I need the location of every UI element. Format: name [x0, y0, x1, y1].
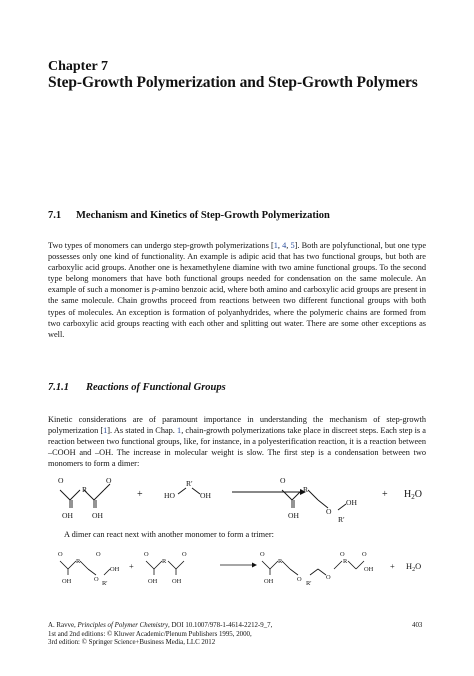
footer-citation	[48, 622, 348, 648]
trimer-sentence: A dimer can react next with another monomer to form a trimer:	[64, 530, 274, 539]
atom-label: O	[297, 576, 302, 583]
atom-label: OH	[92, 511, 103, 520]
atom-label: O	[144, 551, 149, 558]
plus-sign: +	[137, 489, 143, 500]
atom-label: O	[362, 551, 367, 558]
atom-label: R'	[186, 479, 193, 488]
atom-label: R'	[338, 515, 345, 524]
citation-link[interactable]: 5	[290, 241, 295, 250]
atom-label: R	[162, 558, 167, 565]
plus-sign: +	[382, 489, 388, 500]
atom-label: O	[58, 476, 64, 485]
citation-link[interactable]: 4	[282, 241, 287, 250]
paragraph-intro: Two types of monomers can undergo step-growth polymerizations [1, 4, 5]. Both are polyfunctional, but one type possesses only one kind of functionality. An example is adipic acid that has two functional groups, but both are carboxylic acid groups. Another one is hexamethylene diamine with two amine functional groups. To the second type belong monomers that have both functional groups needed for condensation on the same molecule. An example of such a monomer is p-amino benzoic acid, where both amino and carboxylic acid groups are present in the same molecule. Chain growths proceed from reactions between two different functional groups with both types of molecules. An exception is formation of polyanhydrides, where the polymeric chains are formed from two carboxylic acid groups reacting with each other and splitting out water. There are some other exceptions as well.	[48, 241, 427, 339]
chapter-title: Step-Growth Polymerization and Step-Growth Polymers	[48, 74, 418, 91]
footer-line: 1st and 2nd editions: © Kluwer Academic/Plenum Publishers 1995, 2000,	[48, 630, 252, 638]
atom-label: O	[280, 476, 286, 485]
section-heading	[48, 210, 330, 221]
atom-label: O	[340, 551, 345, 558]
section-title: Mechanism and Kinetics of Step-Growth Polymerization	[76, 210, 330, 221]
atom-label: O	[106, 476, 112, 485]
atom-label: R'	[306, 580, 312, 587]
dimer-reaction-scheme	[0, 470, 474, 530]
subsection-title: Reactions of Functional Groups	[86, 382, 226, 393]
subsection-heading	[48, 382, 226, 393]
footer-line: 3rd edition: © Springer Science+Business Media, LLC 2012	[48, 639, 216, 647]
chapter-link[interactable]: 1	[177, 426, 182, 436]
water-formula: $H_2O$	[404, 489, 422, 501]
atom-label: OH	[148, 578, 158, 585]
atom-label: OH	[288, 511, 299, 520]
atom-label: HO	[164, 491, 175, 500]
atom-label: OH	[62, 511, 73, 520]
atom-label: R	[76, 558, 81, 565]
atom-label: O	[58, 551, 63, 558]
subsection-number: 7.1.1	[48, 382, 69, 393]
atom-label: O	[260, 551, 265, 558]
chapter-label: Chapter 7	[48, 59, 109, 74]
citation-link[interactable]: 1	[103, 426, 108, 436]
atom-label: R	[343, 558, 348, 565]
atom-label: R	[82, 485, 88, 494]
atom-label: OH	[364, 566, 374, 573]
atom-label: OH	[172, 578, 182, 585]
atom-label: OH	[110, 566, 120, 573]
water-formula: $H_2O$	[406, 562, 422, 573]
atom-label: R	[303, 485, 309, 494]
atom-label: O	[326, 574, 331, 581]
footer-line: A. Ravve, Principles of Polymer Chemistry, DOI 10.1007/978-1-4614-2212-9_7,	[48, 622, 273, 629]
section-number: 7.1	[48, 210, 62, 221]
atom-label: O	[94, 576, 99, 583]
atom-label: OH	[346, 498, 357, 507]
trimer-reaction-scheme	[0, 545, 474, 595]
plus-sign: +	[390, 562, 395, 571]
atom-label: R	[278, 558, 283, 565]
plus-sign: +	[129, 562, 134, 571]
page-number: 403	[412, 622, 423, 629]
paragraph-kinetics: Kinetic considerations are of paramount importance in understanding the mechanism of step-growth polymerization [1]. As stated in Chap. 1, chain-growth polymerizations take place in discreet steps. Each step is a reaction between two functional groups, like, for instance, in a polyesterification reaction, it is a reaction between –COOH and –OH. The increase in molecular weight is slow. The first step is a condensation between two monomers to form a dimer:	[48, 415, 426, 469]
atom-label: O	[182, 551, 187, 558]
citation-link[interactable]: 1	[273, 241, 278, 250]
atom-label: O	[326, 507, 332, 516]
atom-label: R'	[102, 580, 108, 587]
atom-label: OH	[200, 491, 211, 500]
atom-label: O	[96, 551, 101, 558]
atom-label: OH	[264, 578, 274, 585]
atom-label: OH	[62, 578, 72, 585]
